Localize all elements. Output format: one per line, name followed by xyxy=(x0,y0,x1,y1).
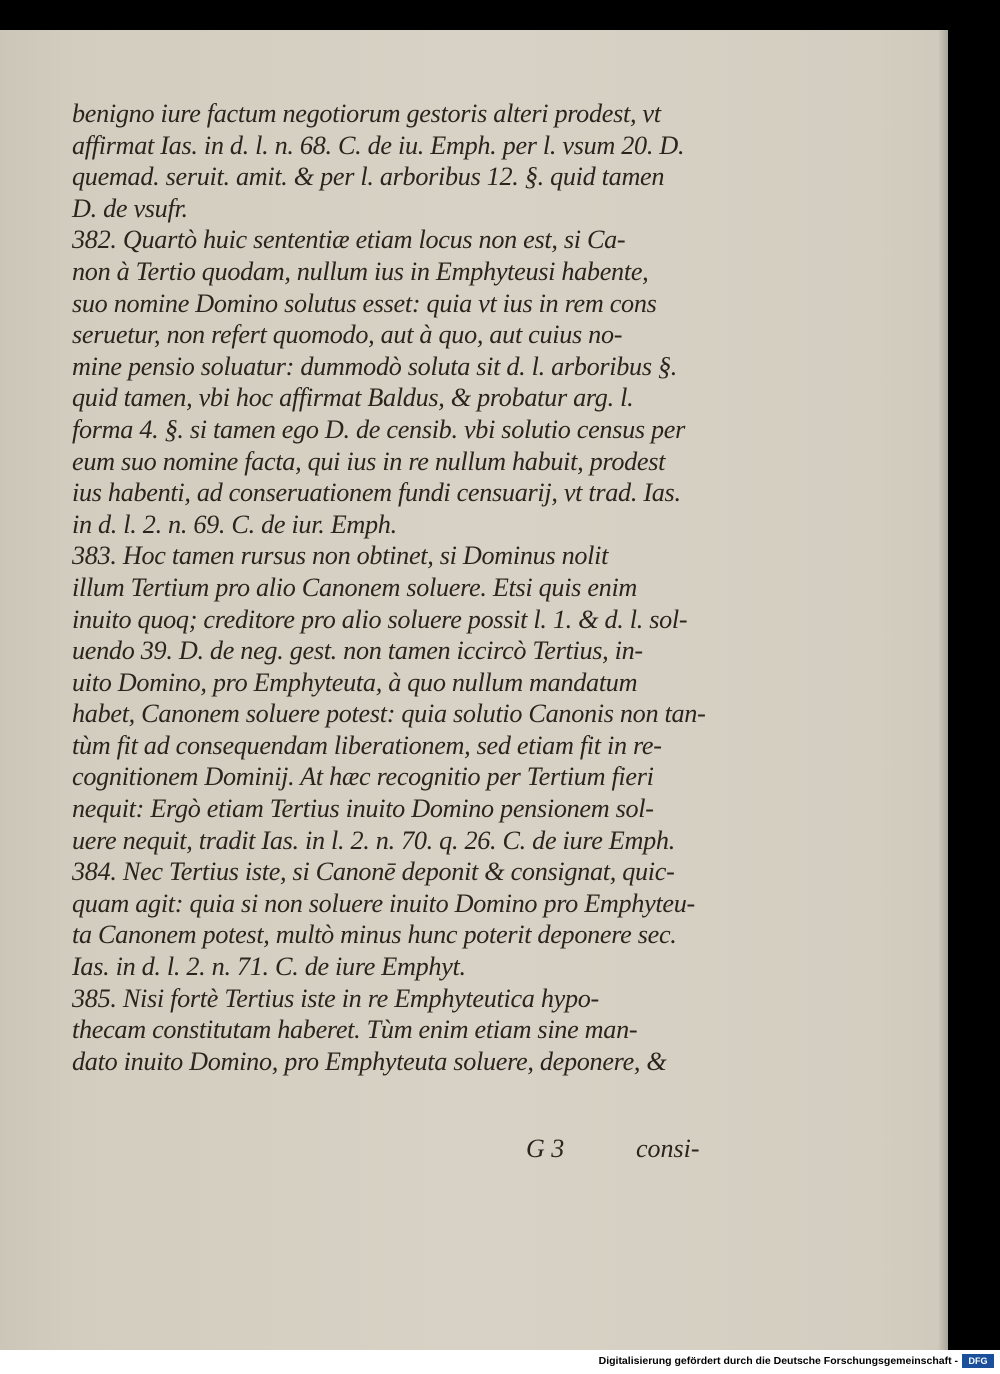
footer-credit: Digitalisierung gefördert durch die Deutsche Forschungsgemeinschaft - xyxy=(598,1355,958,1367)
text-line: Ias. in d. l. 2. n. 71. C. de iure Emphyt. xyxy=(72,952,466,982)
text-line: mine pensio soluatur: dummodò soluta sit d. l. arboribus §. xyxy=(72,351,678,381)
text-line: cognitionem Dominij. At hæc recognitio per Tertium fieri xyxy=(72,762,654,792)
text-line: uendo 39. D. de neg. gest. non tamen iccircò Tertius, in- xyxy=(72,636,643,666)
book-page xyxy=(0,30,948,1350)
text-line: 383. Hoc tamen rursus non obtinet, si Dominus nolit xyxy=(72,541,609,571)
text-line: forma 4. §. si tamen ego D. de censib. vbi solutio census per xyxy=(72,414,686,444)
text-line: 385. Nisi fortè Tertius iste in re Emphyteutica hypo- xyxy=(72,983,599,1013)
text-line: tùm fit ad consequendam liberationem, sed etiam fit in re- xyxy=(72,730,662,760)
text-line: suo nomine Domino solutus esset: quia vt ius in rem cons xyxy=(72,288,657,318)
text-line: thecam constitutam haberet. Tùm enim etiam sine man- xyxy=(72,1015,638,1045)
text-line: quid tamen, vbi hoc affirmat Baldus, & probatur arg. l. xyxy=(72,383,634,413)
dfg-logo-icon: DFG xyxy=(962,1354,994,1368)
text-line: in d. l. 2. n. 69. C. de iur. Emph. xyxy=(72,509,397,539)
text-line: quemad. seruit. amit. & per l. arboribus 12. §. quid tamen xyxy=(72,162,665,192)
text-line: ius habenti, ad conseruationem fundi censuarij, vt trad. Ias. xyxy=(72,478,681,508)
text-line: nequit: Ergò etiam Tertius inuito Domino pensionem sol- xyxy=(72,794,654,824)
text-line: quam agit: quia si non soluere inuito Domino pro Emphyteu- xyxy=(72,888,695,918)
text-line: inuito quoq; creditore pro alio soluere possit l. 1. & d. l. sol- xyxy=(72,604,688,634)
text-line: 384. Nec Tertius iste, si Canonē deponit & consignat, quic- xyxy=(72,857,675,887)
page-text xyxy=(72,98,762,1077)
text-line: benigno iure factum negotiorum gestoris alteri prodest, vt xyxy=(72,99,661,128)
text-line: eum suo nomine facta, qui ius in re nullum habuit, prodest xyxy=(72,446,666,476)
signature-mark: G 3 xyxy=(526,1134,565,1163)
text-line: uere nequit, tradit Ias. in l. 2. n. 70. q. 26. C. de iure Emph. xyxy=(72,825,675,855)
text-line: seruetur, non refert quomodo, aut à quo, aut cuius no- xyxy=(72,320,623,350)
text-line: uito Domino, pro Emphyteuta, à quo nullum mandatum xyxy=(72,667,638,697)
text-line: habet, Canonem soluere potest: quia solutio Canonis non tan- xyxy=(72,699,706,729)
text-line: ta Canonem potest, multò minus hunc poterit deponere sec. xyxy=(72,920,677,950)
text-line: illum Tertium pro alio Canonem soluere. Etsi quis enim xyxy=(72,572,638,602)
footer-bar xyxy=(0,1350,1000,1374)
text-line: 382. Quartò huic sententiæ etiam locus non est, si Ca- xyxy=(72,225,626,255)
text-line: affirmat Ias. in d. l. n. 68. C. de iu. Emph. per l. vsum 20. D. xyxy=(72,130,685,160)
catchword: consi- xyxy=(636,1134,700,1163)
text-line: non à Tertio quodam, nullum ius in Emphyteusi habente, xyxy=(72,256,649,286)
text-line: D. de vsufr. xyxy=(72,193,188,223)
text-line: dato inuito Domino, pro Emphyteuta soluere, deponere, & xyxy=(72,1046,667,1076)
